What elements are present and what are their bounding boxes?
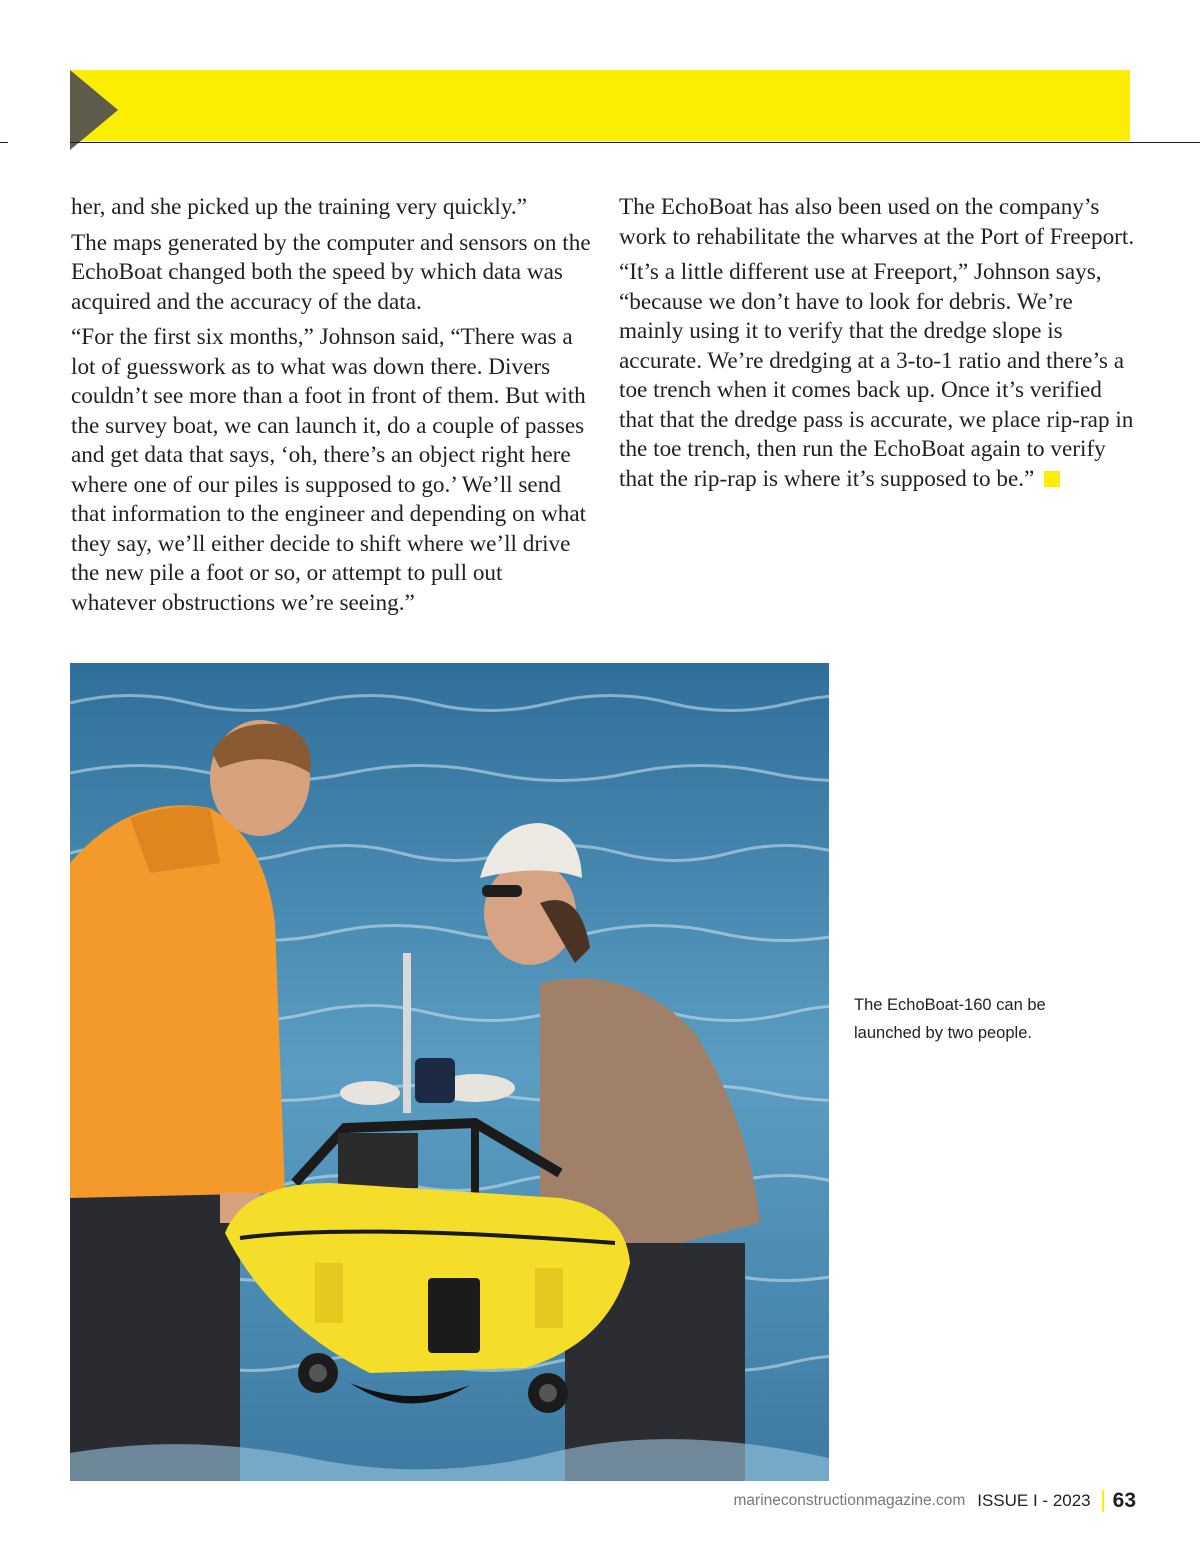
page-footer xyxy=(734,1487,1137,1515)
footer-issue: ISSUE I - 2023 xyxy=(977,1491,1091,1510)
article-photo xyxy=(70,663,829,1481)
footer-divider xyxy=(1102,1490,1104,1512)
section-header-band xyxy=(70,70,1130,141)
end-of-article-icon xyxy=(1044,471,1060,487)
article-column-left xyxy=(71,193,591,624)
paragraph: her, and she picked up the training very quickly.” xyxy=(71,194,528,220)
photo-caption: The EchoBoat-160 can be launched by two people. xyxy=(854,996,1046,1042)
header-rule-stub xyxy=(0,142,8,143)
header-rule xyxy=(70,142,1200,143)
paragraph xyxy=(619,258,1139,494)
paragraph-text: “It’s a little different use at Freeport,” Johnson says, “because we don’t have to look for debris. We’re mainly using it to verify that the dredge slope is accurate. We’re dredging at a 3-to-1 ratio and there’s a toe trench when it comes back up. Once it’s verified that that the dredge pass is accurate, we place rip-rap in the toe trench, then run the EchoBoat again to verify that the rip-rap is where it’s supposed to be.” xyxy=(619,259,1134,492)
paragraph: “For the first six months,” Johnson said, “There was a lot of guesswork as to what was down there. Divers couldn’t see more than a foot in front of them. But with the survey boat, we can launch it, do a couple of passes and get data that says, ‘oh, there’s an object right here where one of our piles is supposed to go.’ We’ll send that information to the engineer and depending on what they say, we’ll either decide to shift where we’ll drive the new pile a foot or so, or attempt to pull out whatever obstructions we’re seeing.” xyxy=(71,324,587,616)
header-arrow-icon xyxy=(70,70,118,150)
paragraph: The maps generated by the computer and sensors on the EchoBoat changed both the speed by which data was acquired and the accuracy of the data. xyxy=(71,229,591,315)
page-number: 63 xyxy=(1112,1489,1136,1512)
paragraph: The EchoBoat has also been used on the company’s work to rehabilitate the wharves at the Port of Freeport. xyxy=(619,194,1135,250)
footer-website: marineconstructionmagazine.com xyxy=(733,1492,966,1509)
article-column-right xyxy=(619,193,1139,500)
